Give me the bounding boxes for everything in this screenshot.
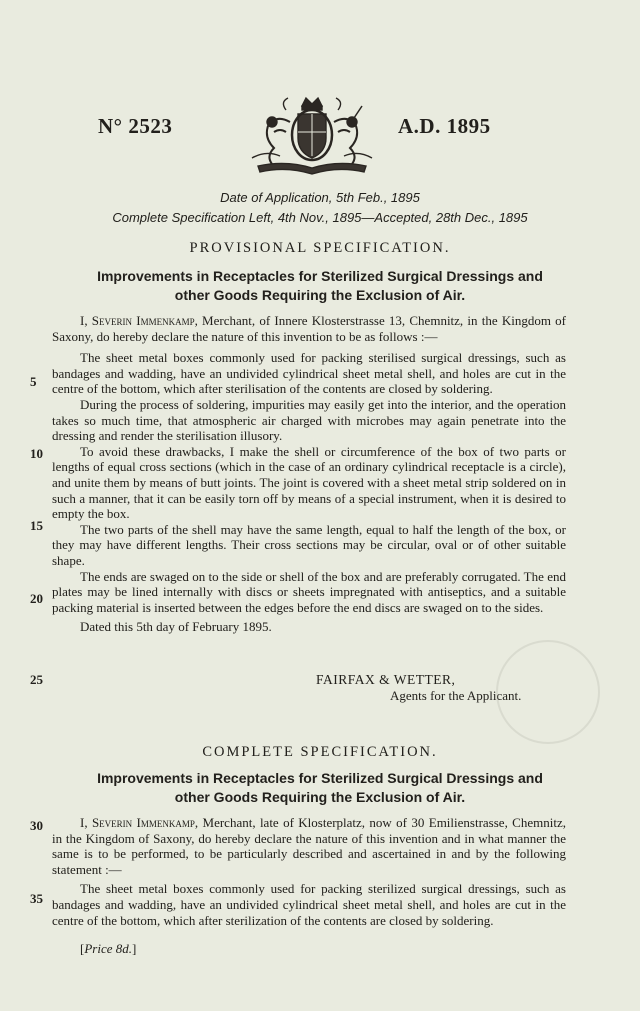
agent-signature: FAIRFAX & WETTER, xyxy=(316,672,456,687)
intro-pre: I, xyxy=(80,815,92,830)
intro-post: , Merchant, late of Klosterplatz, now of 30 Emilienstrasse, Chemnitz, in the Kingdom of Saxony, do hereby declare the nature of this invention and in what manner the same is to be performed, to be particularly described and ascertained in and by the following statement :— xyxy=(52,815,566,877)
applicant-name: Severin Immenkamp xyxy=(91,313,195,328)
patent-year: A.D. 1895 xyxy=(398,114,491,138)
provisional-paragraph: During the process of soldering, impurities may easily get into the interior, and the operation takes so much time, that atmospheric air charged with microbes may again penetrate into the dressing and render the sterilisation illusory. xyxy=(52,396,566,444)
provisional-paragraph: The sheet metal boxes commonly used for packing sterilised surgical dressings, such as bandages and wadding, have an undivided cylindrical sheet metal shell, and holes are cut in the centre of the bottom, which after sterilisation of the contents are closed by soldering. xyxy=(52,350,566,397)
line-number: 25 xyxy=(30,672,43,687)
provisional-heading: PROVISIONAL SPECIFICATION. xyxy=(189,240,451,256)
provisional-body xyxy=(52,313,566,635)
royal-coat-of-arms-icon xyxy=(246,92,378,176)
complete-heading: COMPLETE SPECIFICATION. xyxy=(202,744,438,760)
provisional-paragraph: The ends are swaged on to the side or shell of the box and are preferably corrugated. The end plates may be lined internally with discs or sheets impregnated with antiseptics, and a suitable packing material is inserted between the edges before the end discs are swaged on to the sides. xyxy=(52,568,566,615)
price-text: Price 8d. xyxy=(84,941,132,956)
complete-intro xyxy=(52,815,566,877)
faint-stamp-mark xyxy=(496,640,600,744)
line-number: 30 xyxy=(30,818,43,833)
provisional-paragraph: To avoid these drawbacks, I make the shell or circumference of the box of two parts or lengths of equal cross sections (which in the case of an ordinary cylindrical receptacle is a circle), and unite them by means of butt joints. The joint is covered with a sheet metal strip soldered on in such a manner, that it can be easily torn off by means of a special instrument, when it is desired to empty the box. xyxy=(52,443,566,522)
price-note xyxy=(80,941,136,957)
patent-header xyxy=(0,92,640,176)
line-number: 5 xyxy=(30,374,37,389)
complete-title-line1: Improvements in Receptacles for Sterilized Surgical Dressings and xyxy=(97,770,543,786)
complete-body xyxy=(52,815,566,928)
complete-title xyxy=(40,769,600,807)
application-date: Date of Application, 5th Feb., 1895 xyxy=(220,190,420,205)
line-number: 10 xyxy=(30,446,43,461)
provisional-dated: Dated this 5th day of February 1895. xyxy=(80,619,272,635)
complete-paragraph: The sheet metal boxes commonly used for packing sterilized surgical dressings, such as bandages and wadding, have an undivided cylindrical sheet metal shell, and holes are cut in the centre of the bottom, which after sterilization of the contents are closed by soldering. xyxy=(52,881,566,928)
complete-spec-date: Complete Specification Left, 4th Nov., 1895—Accepted, 28th Dec., 1895 xyxy=(112,210,528,225)
provisional-title-line2: other Goods Requiring the Exclusion of Air. xyxy=(174,287,466,303)
applicant-name: Severin Immenkamp xyxy=(91,815,195,830)
line-number: 20 xyxy=(30,591,43,606)
provisional-title-line1: Improvements in Receptacles for Sterilized Surgical Dressings and xyxy=(97,268,543,284)
line-number: 35 xyxy=(30,891,43,906)
line-number: 15 xyxy=(30,518,43,533)
complete-title-line2: other Goods Requiring the Exclusion of Air. xyxy=(174,789,466,805)
intro-pre: I, xyxy=(80,313,92,328)
price-bracket-open: [ xyxy=(80,941,85,956)
provisional-intro xyxy=(52,313,566,344)
intro-post: , Merchant, of Innere Klosterstrasse 13, Chemnitz, in the Kingdom of Saxony, do hereby declare the nature of this invention to be as follows :— xyxy=(52,313,566,344)
patent-number: N° 2523 xyxy=(98,114,173,138)
agents-label: Agents for the Applicant. xyxy=(390,688,522,703)
provisional-title xyxy=(40,267,600,305)
provisional-paragraph: The two parts of the shell may have the same length, equal to half the length of the box, or they may have different lengths. Their cross sections may be circular, oval or of other suitable shape. xyxy=(52,521,566,568)
price-bracket-close: ] xyxy=(132,941,137,956)
